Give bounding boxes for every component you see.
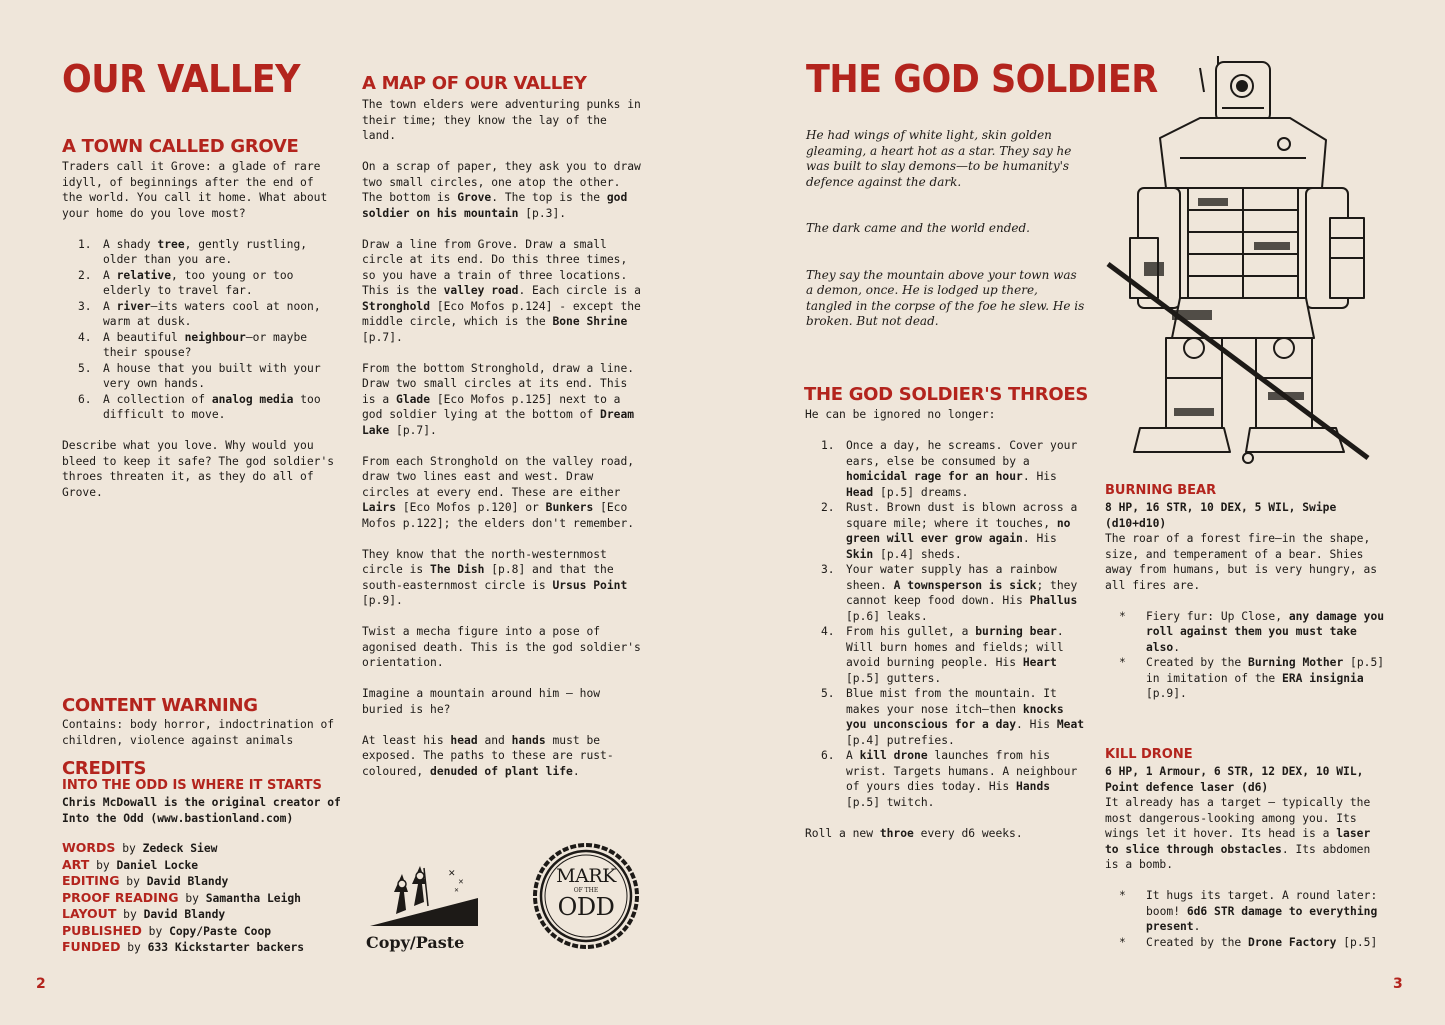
town-list [62, 237, 340, 423]
list-item: 2. Rust. Brown dust is blown across a square mile; where it touches, no green will ever grow again. His Skin [p.4] sheds. [821, 501, 1078, 561]
burning-bear-stats: 8 HP, 16 STR, 10 DEX, 5 WIL, Swipe (d10+d10) [1105, 501, 1337, 530]
heading-throes: THE GOD SOLDIER'S THROES [804, 384, 1089, 405]
page-number-right: 3 [1393, 976, 1403, 992]
burning-bear-section [1105, 500, 1387, 702]
list-item: * Fiery fur: Up Close, any damage you roll against them you must take also. [1119, 609, 1385, 654]
page-title-god-soldier: THE GOD SOLDIER [806, 58, 1158, 102]
credits-roles [62, 840, 352, 956]
burning-bear-desc: The roar of a forest fire—in the shape, size, and temperament of a bear. Shies away from humans, but is very hungry, as all fires are. [1105, 532, 1378, 592]
credit-row: LAYOUT by David Blandy [62, 906, 226, 921]
list-item: * Created by the Burning Mother [p.5] in imitation of the ERA insignia [p.9]. [1119, 656, 1385, 700]
list-item: 4. A beautiful neighbour—or maybe their spouse? [78, 330, 308, 359]
seal-text-odd: ODD [557, 893, 615, 921]
page-title-our-valley: OUR VALLEY [62, 58, 300, 102]
list-item: 5. A house that you built with your very own hands. [78, 361, 321, 390]
intro-paragraph: The dark came and the world ended. [806, 221, 1030, 235]
credits-creator-line: Chris McDowall is the original creator of Into the Odd (www.bastionland.com) [62, 796, 341, 825]
kill-drone-section [1105, 764, 1387, 950]
credit-row: FUNDED by 633 Kickstarter backers [62, 939, 305, 954]
town-outro: Describe what you love. Why would you bleed to keep it safe? The god soldier's throes threaten it, as they do all of Grove. [62, 439, 335, 499]
map-para: Imagine a mountain around him — how buried is he? [362, 687, 601, 716]
credit-row: EDITING by David Blandy [62, 873, 229, 888]
heading-map-of-our-valley: A MAP OF OUR VALLEY [362, 73, 587, 94]
page-number-left: 2 [36, 976, 46, 992]
heading-content-warning: CONTENT WARNING [62, 695, 258, 716]
svg-text:✕: ✕ [454, 887, 460, 894]
seal-text-mark: MARK [556, 865, 616, 887]
kill-drone-stats: 6 HP, 1 Armour, 6 STR, 12 DEX, 10 WIL, Point defence laser (d6) [1105, 765, 1364, 794]
throes-section [805, 407, 1087, 841]
seal-text-of-the: OF THE [573, 887, 599, 894]
credit-row: WORDS by Zedeck Siew [62, 840, 218, 855]
map-para: From the bottom Stronghold, draw a line. Draw two small circles at its end. This is a Glade [Eco Mofos p.125] next to a god soldier lying at the bottom of Dream Lake [p.7]. [362, 361, 635, 437]
intro-paragraph: He had wings of white light, skin golden gleaming, a heart hot as a star. They say he was built to slay demons—to be humanity's defence against the dark. [806, 128, 1072, 189]
copy-paste-logo [366, 862, 482, 952]
list-item: 2. A relative, too young or too elderly to travel far. [78, 268, 294, 297]
mecha-figure-graphic [1100, 48, 1390, 468]
god-soldier-illustration [1100, 48, 1390, 468]
map-para: They know that the north-westernmost circle is The Dish [p.8] and that the south-easternmost circle is Ursus Point [p.9]. [362, 547, 628, 607]
credit-row: PUBLISHED by Copy/Paste Coop [62, 922, 272, 938]
map-para: Draw a line from Grove. Draw a small circle at its end. Do this three times, so you have a train of three locations. This is the valley road. Each circle is a Stronghold [Eco Mofos p.124] - except the middle circle, which is the Bone Shrine [p.7]. [362, 237, 641, 344]
credit-row: PROOF READING by Samantha Leigh [62, 889, 301, 905]
heading-town-called-grove: A TOWN CALLED GROVE [62, 136, 299, 157]
kill-drone-desc: It already has a target — typically the most dangerous-looking among you. Its wings let it hover. Its head is a laser to slice through obstacles. Its abdomen is a bomb. [1105, 796, 1371, 871]
burning-bear-list [1105, 609, 1387, 702]
list-item: 6. A kill drone launches from his wrist. Targets humans. A neighbour of yours dies today. His Hands [p.5] twitch. [821, 749, 1078, 809]
map-section [362, 97, 644, 779]
heading-burning-bear: BURNING BEAR [1105, 483, 1217, 498]
throes-list [805, 438, 1087, 810]
content-warning-text: Contains: body horror, indoctrination of children, violence against animals [62, 718, 335, 747]
list-item: 1. A shady tree, gently rustling, older than you are. [78, 237, 308, 266]
map-para: On a scrap of paper, they ask you to draw two small circles, one atop the other. The bottom is Grove. The top is the god soldier on his mountain [p.3]. [362, 160, 641, 220]
god-soldier-intro [806, 128, 1086, 330]
list-item: 1. Once a day, he screams. Cover your ears, else be consumed by a homicidal rage for an hour. His Head [p.5] dreams. [821, 439, 1078, 499]
list-item: * Created by the Drone Factory [p.5] [1119, 935, 1378, 949]
heading-kill-drone: KILL DRONE [1105, 747, 1193, 762]
list-item: * It hugs its target. A round later: boom! 6d6 STR damage to everything present. [1119, 889, 1378, 933]
list-item: 5. Blue mist from the mountain. It makes your nose itch—then knocks you unconscious for a day. His Meat [p.4] putrefies. [821, 687, 1085, 747]
map-para: At least his head and hands must be exposed. The paths to these are rust-coloured, denuded of plant life. [362, 733, 614, 778]
town-section [62, 159, 340, 500]
kill-drone-list [1105, 888, 1387, 950]
copy-paste-logo-text: Copy/Paste [366, 932, 465, 952]
list-item: 3. Your water supply has a rainbow sheen. A townsperson is sick; they cannot keep food down. His Phallus [p.6] leaks. [821, 563, 1078, 623]
svg-text:✕: ✕ [448, 869, 456, 879]
list-item: 4. From his gullet, a burning bear. Will burn homes and fields; will avoid burning people. His Heart [p.5] gutters. [821, 625, 1064, 685]
map-para: Twist a mecha figure into a pose of agonised death. This is the god soldier's orientation. [362, 625, 641, 669]
intro-paragraph: They say the mountain above your town was a demon, once. He is lodged up there, tangled in the corpse of the foe he slew. He is broken. But not dead. [806, 267, 1085, 328]
throes-lead: He can be ignored no longer: [805, 408, 996, 421]
map-para: From each Stronghold on the valley road, draw two lines east and west. Draw circles at every end. These are either Lairs [Eco Mofos p.120] or Bunkers [Eco Mofos p.122]; the elders don't remember. [362, 454, 635, 530]
credit-row: ART by Daniel Locke [62, 856, 199, 872]
map-para: The town elders were adventuring punks in their time; they know the lay of the land. [362, 98, 641, 142]
copy-paste-logo-graphic [366, 862, 482, 928]
list-item: 6. A collection of analog media too difficult to move. [78, 392, 321, 421]
town-intro: Traders call it Grove: a glade of rare idyll, of beginnings after the end of the world. You call it home. What about your home do you love most? [62, 160, 328, 220]
credits-subheading: INTO THE ODD IS WHERE IT STARTS [62, 778, 322, 793]
heading-credits: CREDITS [62, 758, 147, 779]
svg-text:✕: ✕ [458, 878, 464, 886]
list-item: 3. A river—its waters cool at noon, warm at dusk. [78, 299, 321, 328]
mark-of-the-odd-seal [532, 842, 640, 950]
throes-outro: Roll a new throe every d6 weeks. [805, 826, 1023, 840]
